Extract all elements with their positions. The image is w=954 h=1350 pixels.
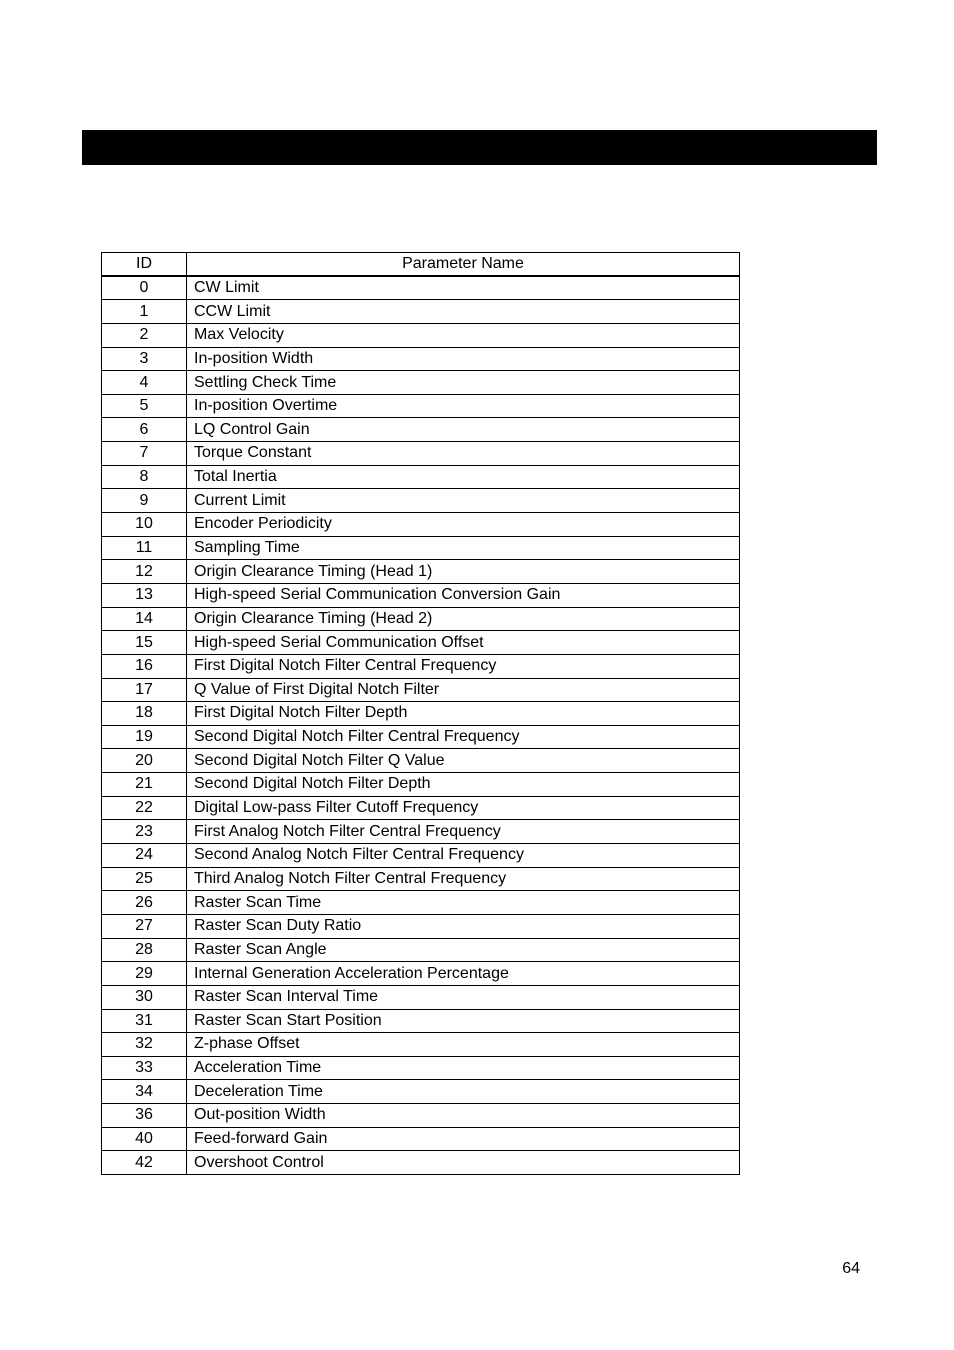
cell-id: 12 bbox=[102, 560, 187, 584]
table-row bbox=[102, 1151, 740, 1175]
cell-parameter-name: First Digital Notch Filter Depth bbox=[187, 702, 740, 726]
cell-parameter-name: Feed-forward Gain bbox=[187, 1127, 740, 1151]
cell-id: 8 bbox=[102, 465, 187, 489]
cell-parameter-name: Raster Scan Time bbox=[187, 891, 740, 915]
table-row bbox=[102, 323, 740, 347]
column-header-id: ID bbox=[102, 253, 187, 277]
table-row bbox=[102, 702, 740, 726]
cell-id: 7 bbox=[102, 442, 187, 466]
cell-parameter-name: Deceleration Time bbox=[187, 1080, 740, 1104]
table-row bbox=[102, 536, 740, 560]
table-body bbox=[102, 276, 740, 1174]
cell-id: 5 bbox=[102, 394, 187, 418]
cell-parameter-name: High-speed Serial Communication Offset bbox=[187, 631, 740, 655]
table-row bbox=[102, 985, 740, 1009]
cell-parameter-name: Second Digital Notch Filter Depth bbox=[187, 773, 740, 797]
table-row bbox=[102, 394, 740, 418]
cell-id: 16 bbox=[102, 654, 187, 678]
cell-parameter-name: First Analog Notch Filter Central Frequency bbox=[187, 820, 740, 844]
cell-id: 30 bbox=[102, 985, 187, 1009]
cell-id: 11 bbox=[102, 536, 187, 560]
cell-id: 14 bbox=[102, 607, 187, 631]
cell-id: 1 bbox=[102, 300, 187, 324]
cell-parameter-name: Torque Constant bbox=[187, 442, 740, 466]
cell-parameter-name: First Digital Notch Filter Central Frequency bbox=[187, 654, 740, 678]
table-row bbox=[102, 631, 740, 655]
cell-parameter-name: Origin Clearance Timing (Head 2) bbox=[187, 607, 740, 631]
table-row bbox=[102, 820, 740, 844]
table-row bbox=[102, 1127, 740, 1151]
parameter-table bbox=[101, 252, 740, 1175]
cell-id: 18 bbox=[102, 702, 187, 726]
cell-parameter-name: Q Value of First Digital Notch Filter bbox=[187, 678, 740, 702]
cell-id: 19 bbox=[102, 725, 187, 749]
cell-parameter-name: Raster Scan Angle bbox=[187, 938, 740, 962]
cell-id: 15 bbox=[102, 631, 187, 655]
cell-id: 29 bbox=[102, 962, 187, 986]
cell-id: 17 bbox=[102, 678, 187, 702]
cell-id: 10 bbox=[102, 513, 187, 537]
table-row bbox=[102, 796, 740, 820]
table-row bbox=[102, 891, 740, 915]
cell-id: 0 bbox=[102, 276, 187, 300]
cell-parameter-name: Out-position Width bbox=[187, 1104, 740, 1128]
table-row bbox=[102, 607, 740, 631]
cell-parameter-name: High-speed Serial Communication Conversion Gain bbox=[187, 583, 740, 607]
cell-id: 23 bbox=[102, 820, 187, 844]
cell-parameter-name: In-position Width bbox=[187, 347, 740, 371]
cell-id: 9 bbox=[102, 489, 187, 513]
table-row bbox=[102, 773, 740, 797]
table-row bbox=[102, 513, 740, 537]
table-row bbox=[102, 583, 740, 607]
cell-parameter-name: Third Analog Notch Filter Central Frequency bbox=[187, 867, 740, 891]
cell-parameter-name: Settling Check Time bbox=[187, 371, 740, 395]
cell-parameter-name: Internal Generation Acceleration Percentage bbox=[187, 962, 740, 986]
cell-id: 22 bbox=[102, 796, 187, 820]
table-row bbox=[102, 418, 740, 442]
cell-parameter-name: Overshoot Control bbox=[187, 1151, 740, 1175]
table-row bbox=[102, 371, 740, 395]
table-row bbox=[102, 276, 740, 300]
table-row bbox=[102, 749, 740, 773]
cell-parameter-name: LQ Control Gain bbox=[187, 418, 740, 442]
cell-id: 26 bbox=[102, 891, 187, 915]
cell-id: 21 bbox=[102, 773, 187, 797]
table-row bbox=[102, 300, 740, 324]
cell-parameter-name: Raster Scan Start Position bbox=[187, 1009, 740, 1033]
cell-id: 32 bbox=[102, 1033, 187, 1057]
cell-id: 3 bbox=[102, 347, 187, 371]
table-row bbox=[102, 678, 740, 702]
cell-id: 2 bbox=[102, 323, 187, 347]
cell-id: 27 bbox=[102, 914, 187, 938]
column-header-parameter-name: Parameter Name bbox=[187, 253, 740, 277]
cell-parameter-name: CCW Limit bbox=[187, 300, 740, 324]
page-number: 64 bbox=[842, 1260, 860, 1277]
table-row bbox=[102, 725, 740, 749]
table-row bbox=[102, 560, 740, 584]
cell-id: 20 bbox=[102, 749, 187, 773]
cell-id: 28 bbox=[102, 938, 187, 962]
cell-id: 13 bbox=[102, 583, 187, 607]
cell-parameter-name: Raster Scan Interval Time bbox=[187, 985, 740, 1009]
cell-parameter-name: Second Analog Notch Filter Central Frequency bbox=[187, 844, 740, 868]
table-row bbox=[102, 938, 740, 962]
cell-parameter-name: Origin Clearance Timing (Head 1) bbox=[187, 560, 740, 584]
table-row bbox=[102, 489, 740, 513]
cell-id: 42 bbox=[102, 1151, 187, 1175]
cell-parameter-name: Encoder Periodicity bbox=[187, 513, 740, 537]
table-row bbox=[102, 1033, 740, 1057]
cell-parameter-name: Z-phase Offset bbox=[187, 1033, 740, 1057]
table-row bbox=[102, 1056, 740, 1080]
cell-parameter-name: Second Digital Notch Filter Q Value bbox=[187, 749, 740, 773]
table-row bbox=[102, 654, 740, 678]
cell-id: 40 bbox=[102, 1127, 187, 1151]
table-row bbox=[102, 442, 740, 466]
cell-parameter-name: Max Velocity bbox=[187, 323, 740, 347]
table-row bbox=[102, 844, 740, 868]
cell-id: 33 bbox=[102, 1056, 187, 1080]
cell-id: 36 bbox=[102, 1104, 187, 1128]
cell-id: 25 bbox=[102, 867, 187, 891]
table-row bbox=[102, 1080, 740, 1104]
table-row bbox=[102, 867, 740, 891]
table-row bbox=[102, 465, 740, 489]
cell-id: 4 bbox=[102, 371, 187, 395]
cell-id: 31 bbox=[102, 1009, 187, 1033]
cell-parameter-name: In-position Overtime bbox=[187, 394, 740, 418]
cell-parameter-name: Sampling Time bbox=[187, 536, 740, 560]
table-row bbox=[102, 1104, 740, 1128]
section-header-bar bbox=[82, 130, 877, 165]
cell-parameter-name: Acceleration Time bbox=[187, 1056, 740, 1080]
cell-id: 6 bbox=[102, 418, 187, 442]
cell-parameter-name: Second Digital Notch Filter Central Frequency bbox=[187, 725, 740, 749]
cell-parameter-name: Digital Low-pass Filter Cutoff Frequency bbox=[187, 796, 740, 820]
cell-parameter-name: Current Limit bbox=[187, 489, 740, 513]
table-row bbox=[102, 914, 740, 938]
table-header-row bbox=[102, 253, 740, 277]
cell-parameter-name: Total Inertia bbox=[187, 465, 740, 489]
table-row bbox=[102, 347, 740, 371]
table-header bbox=[102, 253, 740, 277]
cell-parameter-name: CW Limit bbox=[187, 276, 740, 300]
cell-parameter-name: Raster Scan Duty Ratio bbox=[187, 914, 740, 938]
cell-id: 34 bbox=[102, 1080, 187, 1104]
table-row bbox=[102, 1009, 740, 1033]
cell-id: 24 bbox=[102, 844, 187, 868]
table-row bbox=[102, 962, 740, 986]
